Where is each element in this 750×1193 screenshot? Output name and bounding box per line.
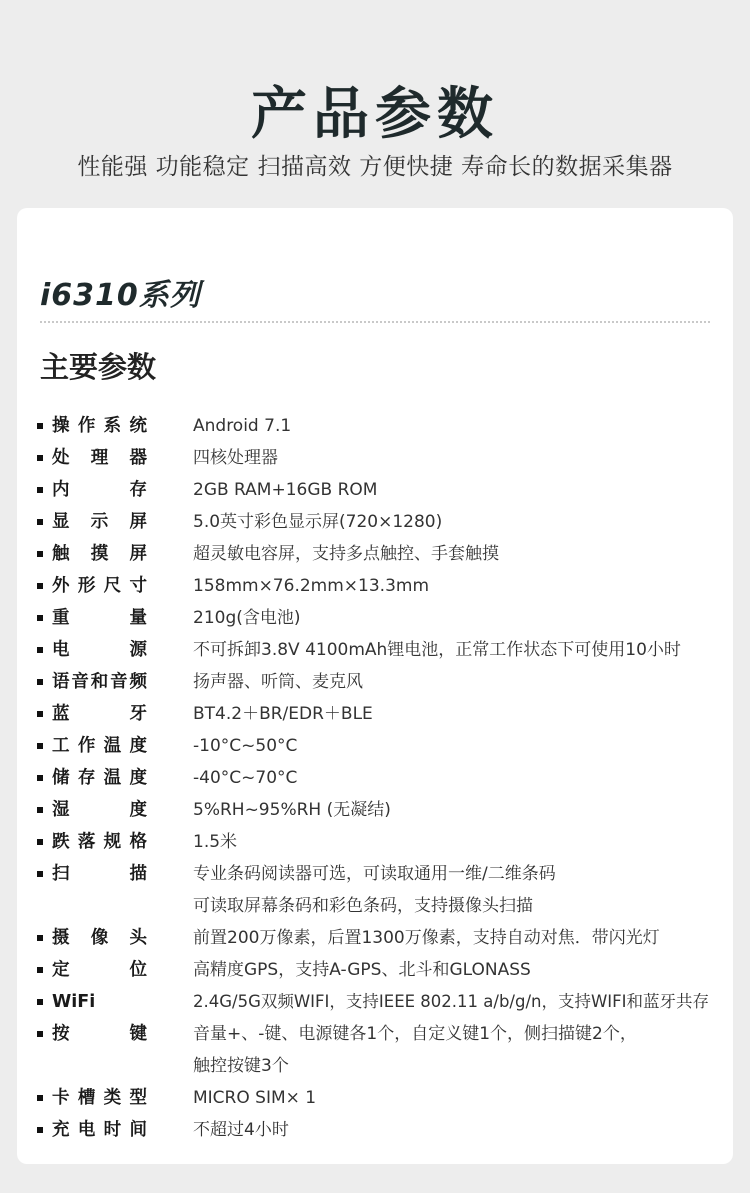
- spec-value: 210g(含电池): [193, 608, 301, 628]
- spec-value: 5.0英寸彩色显示屏(720×1280): [193, 512, 443, 532]
- spec-label: 扫描: [52, 864, 147, 884]
- bullet-icon: [37, 455, 43, 461]
- spec-card: [17, 208, 733, 1164]
- spec-label: 卡槽类型: [52, 1088, 147, 1108]
- dotted-divider: [40, 321, 710, 323]
- spec-label: 蓝牙: [52, 704, 147, 724]
- spec-value: 音量+、-键、电源键各1个，自定义键1个，侧扫描键2个， 触控按键3个: [193, 1024, 637, 1076]
- bullet-icon: [37, 615, 43, 621]
- spec-list: [35, 410, 735, 1146]
- spec-value: 超灵敏电容屏，支持多点触控、手套触摸: [193, 544, 499, 564]
- bullet-icon: [37, 935, 43, 941]
- spec-row-keys: [35, 1018, 735, 1082]
- spec-row-touchscreen: [35, 538, 735, 570]
- spec-row-power: [35, 634, 735, 666]
- spec-value: -10°C~50°C: [193, 736, 298, 756]
- bullet-icon: [37, 999, 43, 1005]
- spec-label: 储存温度: [52, 768, 147, 788]
- spec-value: 1.5米: [193, 832, 238, 852]
- spec-value: 不超过4小时: [193, 1120, 289, 1140]
- spec-row-storage-temp: [35, 762, 735, 794]
- spec-value: 2GB RAM+16GB ROM: [193, 480, 378, 500]
- spec-row-drop: [35, 826, 735, 858]
- page-title: 产品参数: [251, 82, 499, 147]
- spec-label: 工作温度: [52, 736, 147, 756]
- bullet-icon: [37, 775, 43, 781]
- spec-value: BT4.2＋BR/EDR＋BLE: [193, 704, 373, 724]
- bullet-icon: [37, 519, 43, 525]
- bullet-icon: [37, 647, 43, 653]
- spec-value: 前置200万像素，后置1300万像素，支持自动对焦．带闪光灯: [193, 928, 660, 948]
- spec-label: 湿度: [52, 800, 147, 820]
- spec-label: WiFi: [52, 992, 96, 1012]
- spec-value: 158mm×76.2mm×13.3mm: [193, 576, 429, 596]
- bullet-icon: [37, 807, 43, 813]
- bullet-icon: [37, 1095, 43, 1101]
- bullet-icon: [37, 967, 43, 973]
- section-title: 主要参数: [40, 350, 157, 384]
- spec-value: -40°C~70°C: [193, 768, 298, 788]
- spec-row-weight: [35, 602, 735, 634]
- spec-value: 四核处理器: [193, 448, 278, 468]
- spec-row-audio: [35, 666, 735, 698]
- spec-label: 语音和音频: [52, 672, 147, 692]
- spec-row-scan: [35, 858, 735, 922]
- spec-value: 5%RH~95%RH (无凝结): [193, 800, 391, 820]
- spec-value: 高精度GPS，支持A-GPS、北斗和GLONASS: [193, 960, 531, 980]
- spec-row-os: [35, 410, 735, 442]
- spec-row-humidity: [35, 794, 735, 826]
- spec-row-camera: [35, 922, 735, 954]
- spec-row-display: [35, 506, 735, 538]
- bullet-icon: [37, 839, 43, 845]
- spec-value: Android 7.1: [193, 416, 292, 436]
- bullet-icon: [37, 423, 43, 429]
- bullet-icon: [37, 743, 43, 749]
- spec-row-wifi: [35, 986, 735, 1018]
- spec-row-bluetooth: [35, 698, 735, 730]
- spec-label: 触摸屏: [52, 544, 147, 564]
- spec-row-card-slot: [35, 1082, 735, 1114]
- spec-value: 2.4G/5G双频WIFI，支持IEEE 802.11 a/b/g/n，支持WIFI和蓝牙共存: [193, 992, 710, 1011]
- spec-row-operating-temp: [35, 730, 735, 762]
- page-subtitle: 性能强 功能稳定 扫描高效 方便快捷 寿命长的数据采集器: [77, 154, 673, 180]
- bullet-icon: [37, 1127, 43, 1133]
- bullet-icon: [37, 871, 43, 877]
- spec-label: 电源: [52, 640, 147, 660]
- spec-row-memory: [35, 474, 735, 506]
- spec-value: 不可拆卸3.8V 4100mAh锂电池，正常工作状态下可使用10小时: [193, 640, 681, 660]
- spec-row-charge-time: [35, 1114, 735, 1146]
- spec-value: 专业条码阅读器可选，可读取通用一维/二维条码 可读取屏幕条码和彩色条码，支持摄像头扫描: [193, 864, 556, 916]
- spec-label: 摄像头: [52, 928, 147, 948]
- spec-label: 显示屏: [52, 512, 147, 532]
- spec-label: 处理器: [52, 448, 147, 468]
- spec-row-dimensions: [35, 570, 735, 602]
- spec-row-positioning: [35, 954, 735, 986]
- spec-value: 扬声器、听筒、麦克风: [193, 672, 363, 692]
- spec-label: 操作系统: [52, 416, 147, 436]
- bullet-icon: [37, 1031, 43, 1037]
- bullet-icon: [37, 679, 43, 685]
- spec-label: 定位: [52, 960, 147, 980]
- bullet-icon: [37, 551, 43, 557]
- spec-label: 内存: [52, 480, 147, 500]
- spec-row-processor: [35, 442, 735, 474]
- series-title: i6310系列: [40, 278, 201, 313]
- spec-label: 外形尺寸: [52, 576, 147, 596]
- spec-label: 跌落规格: [52, 832, 147, 852]
- spec-value: MICRO SIM× 1: [193, 1088, 317, 1108]
- bullet-icon: [37, 487, 43, 493]
- spec-label: 充电时间: [52, 1120, 147, 1140]
- spec-label: 按键: [52, 1024, 147, 1044]
- bullet-icon: [37, 583, 43, 589]
- spec-label: 重量: [52, 608, 147, 628]
- bullet-icon: [37, 711, 43, 717]
